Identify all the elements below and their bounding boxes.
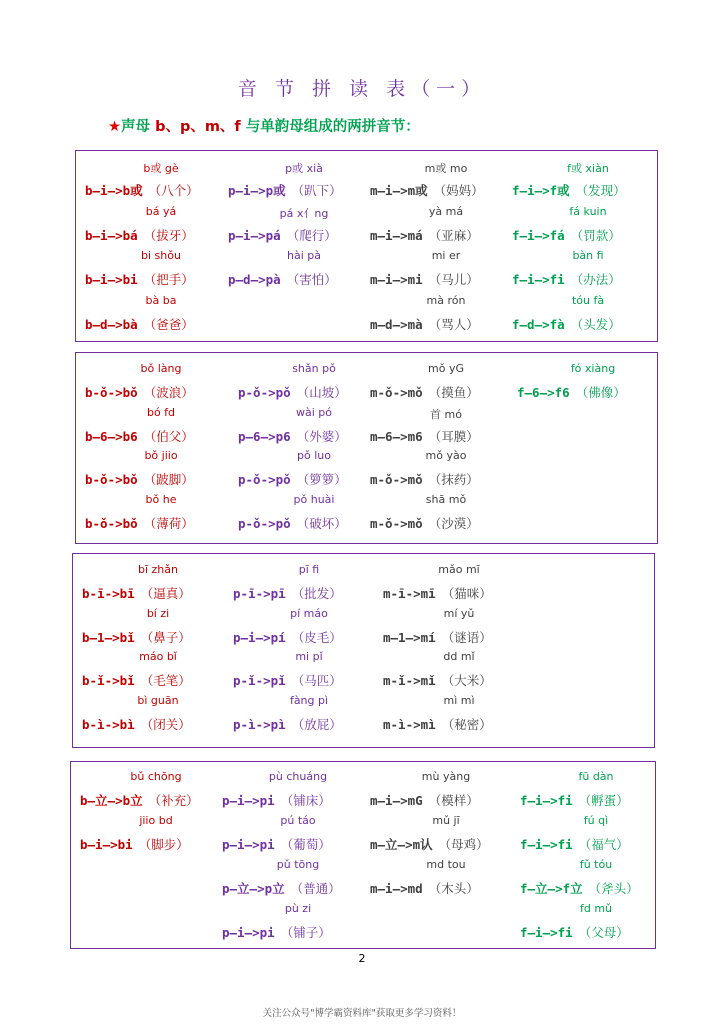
pinyin-label: m或 mo (424, 162, 468, 175)
example-word: （谜语） (441, 629, 492, 645)
spelling-formula: p-ì->pì (233, 716, 286, 732)
spelling-formula: m—i—>md (370, 881, 423, 896)
spelling-row (85, 426, 194, 445)
spelling-formula: f—6—>f6 (517, 385, 570, 400)
spelling-formula: f—i—>f或 (512, 183, 570, 198)
spelling-row (383, 583, 492, 602)
spelling-row (228, 225, 337, 244)
example-word: （鼻子） (140, 629, 191, 645)
spelling-formula: b-ī->bī (82, 586, 135, 601)
example-word: （木头） (428, 881, 479, 896)
spelling-formula: b-ǒ->bǒ (85, 472, 138, 487)
spelling-formula: b—i—>bi (85, 272, 138, 287)
spelling-row (238, 513, 347, 532)
spelling-row (370, 878, 479, 897)
spelling-row (512, 269, 621, 288)
spelling-formula: f—i—>fá (512, 227, 565, 243)
page-title: 音 节 拼 读 表（一） (237, 78, 487, 100)
spelling-row (370, 513, 479, 532)
spelling-row (85, 314, 194, 333)
spelling-formula: p—6—>p6 (238, 428, 291, 444)
pinyin-label: yà má (428, 204, 464, 218)
example-word: （罚款） (570, 227, 621, 243)
spelling-row (383, 714, 492, 733)
spelling-row (228, 269, 337, 288)
spelling-formula: b-ì->bì (82, 716, 135, 732)
spelling-formula: m—i—>mi (370, 272, 423, 287)
spelling-row (222, 922, 331, 941)
spelling-formula: f—d—>fà (512, 316, 565, 332)
pinyin-label: pí máo (290, 606, 328, 620)
spelling-row (85, 513, 194, 532)
spelling-row (82, 670, 191, 689)
example-word: （耳膜） (428, 428, 479, 444)
spelling-row (82, 627, 191, 646)
footer-note: 关注公众号"博学霸资料库"获取更多学习资料！ (262, 1008, 462, 1019)
spelling-formula: p—i—>pi (222, 837, 275, 852)
spelling-row (370, 180, 484, 199)
spelling-formula: b-ǒ->bǒ (85, 515, 138, 531)
example-word: （害怕） (286, 272, 337, 287)
example-word: （模样） (428, 793, 479, 808)
spelling-row (228, 180, 342, 199)
example-word: （毛笔） (140, 673, 191, 688)
pinyin-label: tóu fà (571, 293, 605, 307)
pinyin-label: pá x亻ng (279, 206, 329, 220)
pinyin-label: mi pǐ (295, 650, 323, 663)
pinyin-label: mì mì (443, 693, 475, 707)
spelling-row (383, 627, 492, 646)
example-word: （山坡） (296, 385, 347, 400)
pinyin-label: wài pó (295, 405, 333, 419)
spelling-formula: f—i—>fi (520, 793, 573, 808)
example-word: （猫咪） (441, 586, 492, 601)
spelling-row (82, 714, 191, 733)
spelling-formula: m—i—>mG (370, 793, 423, 808)
example-word: （薄荷） (143, 515, 194, 531)
example-word: （马匹） (291, 673, 342, 688)
spelling-formula: m-ǐ->mǐ (383, 673, 436, 688)
spelling-row (85, 269, 194, 288)
pinyin-label: hài pà (287, 249, 321, 262)
spelling-row (520, 834, 629, 853)
pinyin-label: bǒ jiio (144, 449, 178, 462)
spelling-formula: m—立—>m认 (370, 837, 433, 852)
spelling-row (238, 426, 347, 445)
example-word: （跛脚） (143, 472, 194, 487)
spelling-row (512, 314, 621, 333)
page-number: 2 (358, 952, 366, 965)
spelling-formula: f—i—>fi (520, 837, 573, 852)
pinyin-label: pù zi (284, 902, 312, 915)
heading-prefix: 声母 (121, 119, 156, 135)
spelling-row (370, 314, 479, 333)
heading-suffix: 与单韵母组成的两拼音节： (240, 119, 420, 135)
pinyin-label: mí yǔ (443, 606, 475, 620)
pinyin-label: f或 xiàn (567, 162, 609, 175)
example-word: （斧头） (588, 881, 639, 896)
spelling-formula: p-ǐ->pǐ (233, 673, 286, 688)
star-icon: ★ (108, 119, 121, 135)
spelling-formula: m-ì->mì (383, 716, 436, 732)
spelling-row (370, 269, 479, 288)
pinyin-label: bàn fi (572, 249, 604, 262)
spelling-formula: b—6—>b6 (85, 428, 138, 444)
pinyin-label: shā mǒ (425, 492, 467, 506)
spelling-formula: p-ǒ->pǒ (238, 385, 291, 400)
pinyin-label: fū dàn (578, 770, 614, 783)
pinyin-label: 首 mó (430, 407, 462, 421)
spelling-row (85, 469, 194, 488)
pinyin-label: bi shǒu (141, 249, 181, 262)
spelling-row (512, 225, 621, 244)
example-word: （脚步） (138, 837, 189, 852)
pinyin-label: b或 gè (143, 162, 179, 175)
pinyin-label: fàng pì (289, 693, 329, 707)
spelling-row (370, 834, 489, 853)
spelling-row (238, 469, 347, 488)
spelling-formula: m-ī->mī (383, 586, 436, 601)
pinyin-label: pǔ tōng (276, 858, 320, 871)
spelling-formula: p—i—>p或 (228, 183, 286, 198)
spelling-row (85, 180, 199, 199)
example-word: （箩箩） (296, 472, 347, 487)
spelling-row (517, 382, 626, 401)
spelling-formula: m-ǒ->mǒ (370, 515, 423, 531)
example-word: （拔牙） (143, 227, 194, 243)
pinyin-label: fó xiàng (570, 362, 616, 375)
spelling-formula: m-ǒ->mǒ (370, 472, 423, 487)
example-word: （铺子） (280, 925, 331, 940)
spelling-formula: m—i—>má (370, 227, 423, 243)
example-word: （破坏） (296, 515, 347, 531)
spelling-row (520, 878, 639, 897)
spelling-row (80, 790, 199, 809)
spelling-row (233, 583, 342, 602)
pinyin-label: mǔ jī (432, 814, 460, 827)
spelling-row (512, 180, 626, 199)
example-word: （铺床） (280, 793, 331, 808)
example-word: （批发） (291, 586, 342, 601)
example-word: （父母） (578, 925, 629, 940)
spelling-row (370, 426, 479, 445)
spelling-row (370, 469, 479, 488)
spelling-row (370, 790, 479, 809)
pinyin-label: bǔ chōng (130, 770, 182, 783)
spelling-formula: f—i—>fi (520, 925, 573, 940)
spelling-row (520, 922, 629, 941)
spelling-formula: m—1—>mí (383, 629, 436, 645)
spelling-row (370, 225, 479, 244)
spelling-formula: p—i—>pi (222, 793, 275, 808)
heading-letters: b、p、m、f (155, 119, 241, 135)
pinyin-label: md tou (426, 858, 466, 871)
spelling-formula: b-ǐ->bǐ (82, 673, 135, 688)
pinyin-label: mù yàng (421, 770, 471, 783)
example-word: （亚麻） (428, 227, 479, 243)
example-word: （秘密） (441, 716, 492, 732)
pinyin-label: mǒ yào (425, 449, 467, 462)
example-word: （马儿） (428, 272, 479, 287)
spelling-formula: p—i—>pi (222, 925, 275, 940)
spelling-formula: f—立—>f立 (520, 881, 583, 896)
pinyin-label: p或 xià (285, 162, 323, 175)
pinyin-label: bǒ he (145, 492, 177, 506)
spelling-formula: p-ǒ->pǒ (238, 515, 291, 531)
spelling-formula: b—d—>bà (85, 316, 138, 332)
spelling-formula: p—i—>pá (228, 227, 281, 243)
spelling-formula: p—立—>p立 (222, 881, 285, 896)
pinyin-label: bà ba (145, 293, 177, 307)
pinyin-label: bǒ làng (140, 362, 182, 375)
example-word: （佛像） (575, 385, 626, 400)
example-word: （皮毛） (291, 629, 342, 645)
spelling-formula: m—i—>m或 (370, 183, 428, 198)
example-word: （外婆） (296, 428, 347, 444)
pinyin-label: pī fi (298, 563, 320, 576)
spelling-row (222, 834, 331, 853)
example-word: （抹药） (428, 472, 479, 487)
example-word: （趴下） (291, 183, 342, 198)
pinyin-label: mi er (431, 249, 461, 262)
spelling-formula: f—i—>fi (512, 272, 565, 287)
example-word: （补充） (148, 793, 199, 808)
example-word: （普通） (290, 881, 341, 896)
spelling-formula: m-ǒ->mǒ (370, 385, 423, 400)
spelling-row (383, 670, 492, 689)
pinyin-label: jiio bd (139, 814, 173, 827)
spelling-row (370, 382, 479, 401)
spelling-formula: p-ǒ->pǒ (238, 472, 291, 487)
spelling-formula: b-ǒ->bǒ (85, 385, 138, 400)
spelling-row (233, 627, 342, 646)
example-word: （波浪） (143, 385, 194, 400)
pinyin-label: mǒ yG (428, 362, 464, 375)
example-word: （闭关） (140, 716, 191, 732)
pinyin-label: máo bǐ (139, 650, 177, 663)
pinyin-label: bó fd (146, 405, 176, 419)
pinyin-label: pú táo (280, 814, 316, 827)
example-word: （母鸡） (438, 837, 489, 852)
pinyin-label: mà rón (426, 293, 466, 307)
pinyin-label: pǒ luo (297, 449, 331, 462)
example-word: （大米） (441, 673, 492, 688)
example-word: （爬行） (286, 227, 337, 243)
spelling-formula: b—立—>b立 (80, 793, 143, 808)
pinyin-label: pǒ huài (293, 492, 335, 506)
example-word: （孵蛋） (578, 793, 629, 808)
spelling-formula: b—1—>bǐ (82, 629, 135, 645)
example-word: （沙漠） (428, 515, 479, 531)
spelling-formula: b—i—>bi (80, 837, 133, 852)
example-word: （葡萄） (280, 837, 331, 852)
pinyin-label: mǎo mī (438, 563, 480, 576)
spelling-row (222, 878, 341, 897)
example-word: （福气） (578, 837, 629, 852)
example-word: （办法） (570, 272, 621, 287)
spelling-row (80, 834, 189, 853)
example-word: （八个） (148, 183, 199, 198)
spelling-formula: p-ī->pī (233, 586, 286, 601)
spelling-formula: p—d—>pà (228, 272, 281, 287)
spelling-formula: b—i—>b或 (85, 183, 143, 198)
pinyin-label: dd mǐ (443, 650, 475, 663)
pinyin-label: fd mǔ (579, 902, 613, 915)
example-word: （骂人） (428, 316, 479, 332)
spelling-row (82, 583, 191, 602)
spelling-formula: b—i—>bá (85, 227, 138, 243)
spelling-formula: m—d—>mà (370, 316, 423, 332)
spelling-formula: p—i—>pí (233, 629, 286, 645)
pinyin-label: bì guān (137, 693, 179, 707)
pinyin-label: fá kuin (569, 204, 607, 218)
spelling-row (238, 382, 347, 401)
pinyin-label: pù chuáng (268, 770, 328, 783)
spelling-row (233, 714, 342, 733)
pinyin-label: fǔ tóu (579, 858, 613, 871)
example-word: （伯父） (143, 428, 194, 444)
pinyin-label: fú qì (583, 814, 609, 827)
spelling-row (233, 670, 342, 689)
example-word: （摸鱼） (428, 385, 479, 400)
example-word: （放屁） (291, 716, 342, 732)
pinyin-label: bí zi (146, 606, 170, 620)
pinyin-label: shǎn pǒ (292, 362, 336, 375)
example-word: （发现） (575, 183, 626, 198)
pinyin-label: bī zhǎn (138, 563, 178, 576)
spelling-row (85, 382, 194, 401)
example-word: （头发） (570, 316, 621, 332)
example-word: （逼真） (140, 586, 191, 601)
spelling-row (85, 225, 194, 244)
spelling-row (520, 790, 629, 809)
pinyin-label: bá yá (145, 204, 177, 218)
example-word: （把手） (143, 272, 194, 287)
spelling-formula: m—6—>m6 (370, 428, 423, 444)
spelling-row (222, 790, 331, 809)
section-heading (108, 115, 420, 136)
example-word: （妈妈） (433, 183, 484, 198)
example-word: （爸爸） (143, 316, 194, 332)
